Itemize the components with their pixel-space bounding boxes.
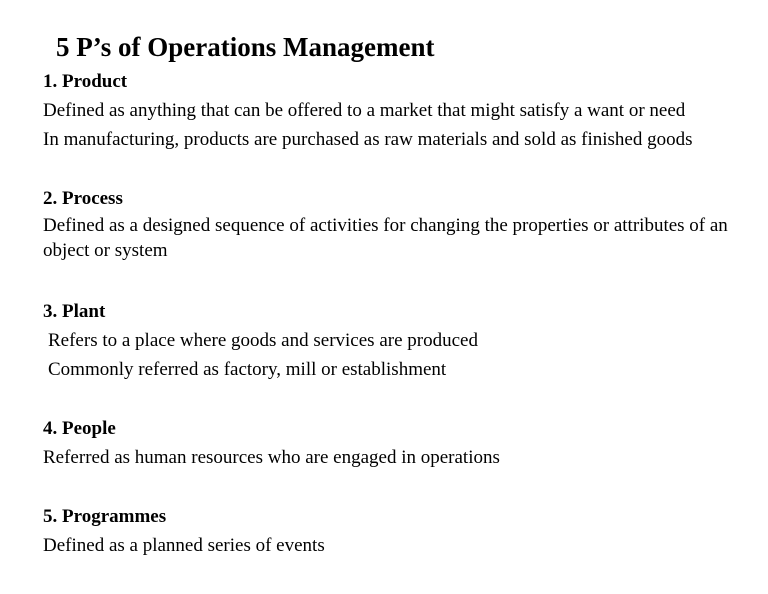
section-line: Defined as anything that can be offered to a market that might satisfy a want or need — [43, 100, 686, 121]
section-line: In manufacturing, products are purchased as raw materials and sold as finished goods — [43, 129, 693, 150]
section-heading: 3. Plant — [43, 301, 106, 322]
section-line: Referred as human resources who are engaged in operations — [43, 447, 500, 468]
section-heading: 4. People — [43, 418, 116, 439]
section-programmes — [43, 505, 743, 560]
section-heading: 1. Product — [43, 71, 128, 92]
section-people — [43, 417, 743, 472]
section-heading: 5. Programmes — [43, 506, 167, 527]
section-line: Defined as a designed sequence of activities for changing the properties or attributes of an object or system — [43, 215, 728, 261]
section-heading: 2. Process — [43, 188, 123, 209]
section-line: Refers to a place where goods and services are produced — [48, 330, 478, 351]
section-product — [43, 70, 743, 154]
section-process — [43, 187, 743, 263]
page-title: 5 P’s of Operations Management — [56, 32, 435, 62]
section-plant — [43, 300, 743, 384]
section-line: Defined as a planned series of events — [43, 535, 325, 556]
section-line: Commonly referred as factory, mill or establishment — [48, 359, 447, 380]
